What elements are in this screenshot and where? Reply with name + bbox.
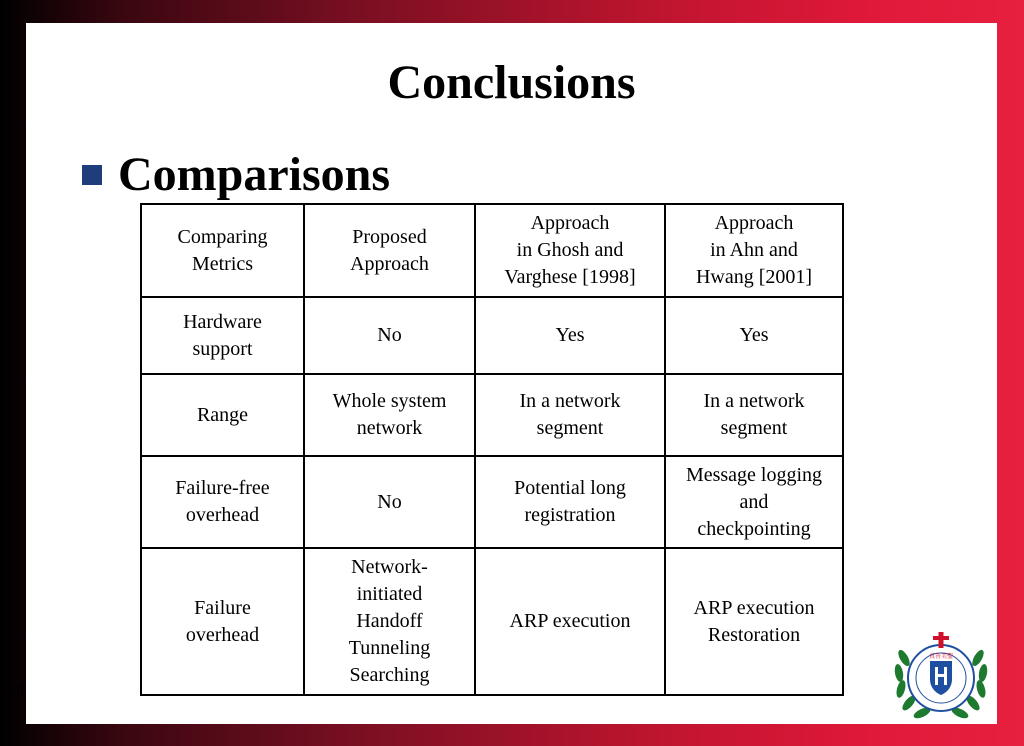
comparison-table xyxy=(140,203,844,696)
header-cell-metrics: Comparing Metrics xyxy=(141,204,304,297)
seal-motto-text: 真善美聖 xyxy=(928,653,954,660)
bullet-text: Comparisons xyxy=(118,148,391,201)
table-cell: Yes xyxy=(665,297,843,374)
slide-number: 28 xyxy=(8,683,24,700)
header-cell-ahn-hwang: Approach in Ahn and Hwang [2001] xyxy=(665,204,843,297)
table-cell: In a network segment xyxy=(665,374,843,456)
table-cell: ARP execution Restoration xyxy=(665,548,843,695)
table-cell: Yes xyxy=(475,297,665,374)
university-seal-icon xyxy=(890,628,992,724)
table-cell: Whole system network xyxy=(304,374,475,456)
table-cell: In a network segment xyxy=(475,374,665,456)
table-row xyxy=(141,548,843,695)
table-cell: Potential long registration xyxy=(475,456,665,548)
table-header-row xyxy=(141,204,843,297)
row-label-cell: Range xyxy=(141,374,304,456)
header-cell-proposed: Proposed Approach xyxy=(304,204,475,297)
table-cell: No xyxy=(304,456,475,548)
header-cell-ghosh-varghese: Approach in Ghosh and Varghese [1998] xyxy=(475,204,665,297)
table-cell: Network- initiated Handoff Tunneling Searching xyxy=(304,548,475,695)
slide-canvas xyxy=(26,23,997,724)
row-label-cell: Hardware support xyxy=(141,297,304,374)
square-bullet-icon xyxy=(82,165,102,185)
table-cell: No xyxy=(304,297,475,374)
slide-title: Conclusions xyxy=(387,56,636,109)
table-row xyxy=(141,297,843,374)
bullet-item xyxy=(82,148,391,201)
table-cell: Message logging and checkpointing xyxy=(665,456,843,548)
table-cell: ARP execution xyxy=(475,548,665,695)
row-label-cell: Failure-free overhead xyxy=(141,456,304,548)
table-row xyxy=(141,456,843,548)
row-label-cell: Failure overhead xyxy=(141,548,304,695)
table-row xyxy=(141,374,843,456)
